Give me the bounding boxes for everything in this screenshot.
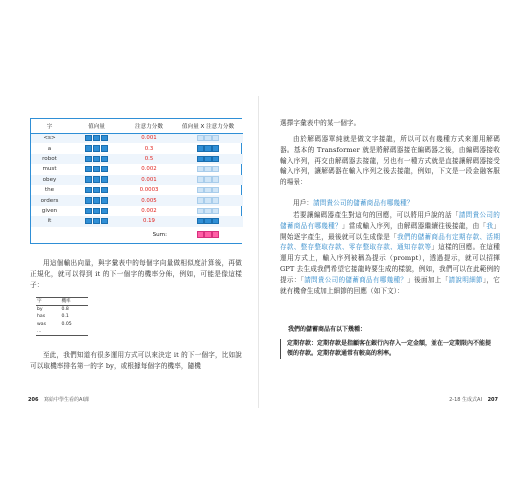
attention-score-cell: 0.19 [125, 216, 173, 226]
attention-score-cell: 0.002 [141, 166, 157, 173]
attention-score-cell: 0.001 [125, 133, 173, 143]
prob-token: by [37, 306, 43, 312]
highlight-run: 請問貴公司的儲蓄商品有哪幾種？ [304, 275, 408, 284]
weighted-vector [197, 156, 220, 162]
highlight-run: 我們的儲蓄商品有定期存款、活期存款、整存整取存款、零存整取存款、通知存款等 [280, 232, 501, 252]
attention-row [31, 216, 243, 226]
token-cell: obey [31, 175, 68, 185]
weighted-vector [197, 176, 220, 182]
token-cell: the [44, 187, 55, 194]
text-run: 」當成輸入序列，由解碼器繼續往後接龍，由「 [341, 221, 487, 230]
right-page [274, 100, 502, 406]
weighted-vector [197, 166, 220, 172]
text-run: 」這樣的回應。在這種運用方式上，輸入序列被稱為提示（prompt），透過提示，就可以招揮 GPT 去生成我們希望它接龍時要生成的樣貌，例如，我們可以在此範例的提示：「 [280, 243, 500, 284]
sum-vector [197, 231, 220, 237]
value-vector [85, 176, 108, 182]
prob-header-probability: 機率 [60, 298, 88, 306]
attention-score-cell: 0.005 [125, 195, 173, 205]
attention-score-cell: 0.3 [144, 145, 154, 152]
text-run: 若要讓編碼器產生對這句的回應，可以將用戶說的話「 [293, 211, 459, 219]
value-vector [85, 135, 108, 141]
token-cell: <s> [31, 133, 68, 143]
weighted-vector [197, 208, 220, 214]
prob-value: 0.1 [61, 313, 69, 319]
highlight-run: 我 [486, 221, 494, 230]
book-gutter [258, 96, 259, 408]
prob-ellipsis: ... [36, 328, 60, 336]
highlight-run: 請說明細節 [448, 275, 483, 284]
paragraph-prompt-explanation [280, 210, 500, 296]
probability-table [36, 297, 88, 336]
attention-table [30, 118, 242, 244]
attention-row [31, 133, 243, 143]
page-number: 207 [487, 397, 498, 403]
attention-score-cell: 0.002 [141, 207, 157, 214]
response-quote: 定期存款：定期存款是指顧客在銀行內存入一定金額，並在一定期限內不能提領的存款。定期存款通常有較高的利率。 [280, 339, 496, 359]
text-run: 」開始逐字產生，最後就可以生成像是「 [280, 221, 500, 241]
sum-label: Sum: [125, 227, 173, 243]
prob-header-token: 字 [36, 298, 60, 306]
highlight-run: 請問貴公司的儲蓄商品有哪幾種？ [280, 211, 500, 230]
attention-row [31, 185, 243, 195]
value-vector [85, 208, 108, 214]
prob-value: 0.05 [61, 321, 72, 327]
left-page [24, 100, 246, 406]
value-vector [85, 156, 108, 162]
token-cell: robot [31, 154, 68, 164]
col-header-value-vector: 值向量 [68, 119, 125, 133]
weighted-vector [197, 197, 220, 203]
col-header-attention-score: 注意力分數 [125, 119, 173, 133]
token-cell: orders [31, 195, 68, 205]
token-cell: it [31, 216, 68, 226]
user-prompt-line [280, 198, 500, 209]
attention-row [31, 154, 243, 164]
weighted-vector [197, 187, 220, 193]
book-title: 寫給中學生看的AI課 [44, 397, 89, 403]
response-heading: 我們的儲蓄商品有以下幾種： [288, 326, 367, 333]
prob-token: has [37, 313, 46, 319]
value-vector [85, 187, 108, 193]
weighted-vector [197, 135, 220, 141]
folio-left [24, 396, 89, 403]
attention-row [31, 175, 243, 185]
prob-value [60, 328, 88, 336]
token-cell: must [42, 166, 57, 173]
attention-row [31, 143, 243, 153]
attention-score-cell: 0.001 [125, 175, 173, 185]
attention-row [31, 195, 243, 205]
value-vector [85, 197, 108, 203]
value-vector [85, 218, 108, 224]
paragraph-decoder-usage: 由於解碼器單純就是做文字接龍，所以可以有幾種方式來運用解碼器。基本的 Transformer 就是將解碼器接在編碼器之後，由編碼器接收輸入序列，再交由解碼器去接龍，另也有一種方式就是直接讓解碼器接受輸入序列，讓解碼器在輸入序列之後去接龍，例如，下文是一段金融客服的場景： [280, 135, 500, 187]
prob-token: was [37, 321, 46, 327]
attention-score-cell: 0.5 [125, 154, 173, 164]
value-vector [85, 166, 108, 172]
token-cell: given [41, 207, 58, 214]
user-prefix: 用戶： [293, 199, 314, 207]
prob-value: 0.8 [61, 306, 69, 312]
value-vector [85, 145, 108, 151]
weighted-vector [197, 218, 220, 224]
paragraph-output-vector: 用這個輸出向量，與字彙表中的每個字向量做相似度計算後，再做正規化，就可以得到 it 的下一個字的機率分佈，例如，可能是像這樣子： [30, 259, 242, 289]
attention-row [31, 164, 243, 174]
attention-row [31, 206, 243, 216]
weighted-vector [197, 145, 220, 151]
chapter-title: 2-18 生成式AI [449, 397, 482, 403]
paragraph-next-token: 至此，我們知道有很多運用方式可以來決定 it 的下一個字，比如說可以取機率排名第一的字 by，或根據每個字的機率，隨機 [30, 351, 242, 370]
attention-score-cell: 0.0003 [139, 187, 159, 194]
user-query: 請問貴公司的儲蓄商品有哪幾種？ [313, 199, 414, 207]
folio-right [449, 396, 502, 403]
text-run: 」後面加上「 [407, 275, 449, 284]
page-number: 206 [28, 397, 39, 403]
col-header-weighted-vector: 值向量 X 注意力分數 [173, 119, 243, 133]
col-header-token: 字 [31, 119, 68, 133]
token-cell: a [47, 145, 52, 152]
paragraph-continued: 選擇字彙表中的某一個字。 [280, 119, 361, 127]
text-run: 」，它就有機會生成加上細節的回應（如下文）： [280, 275, 500, 295]
